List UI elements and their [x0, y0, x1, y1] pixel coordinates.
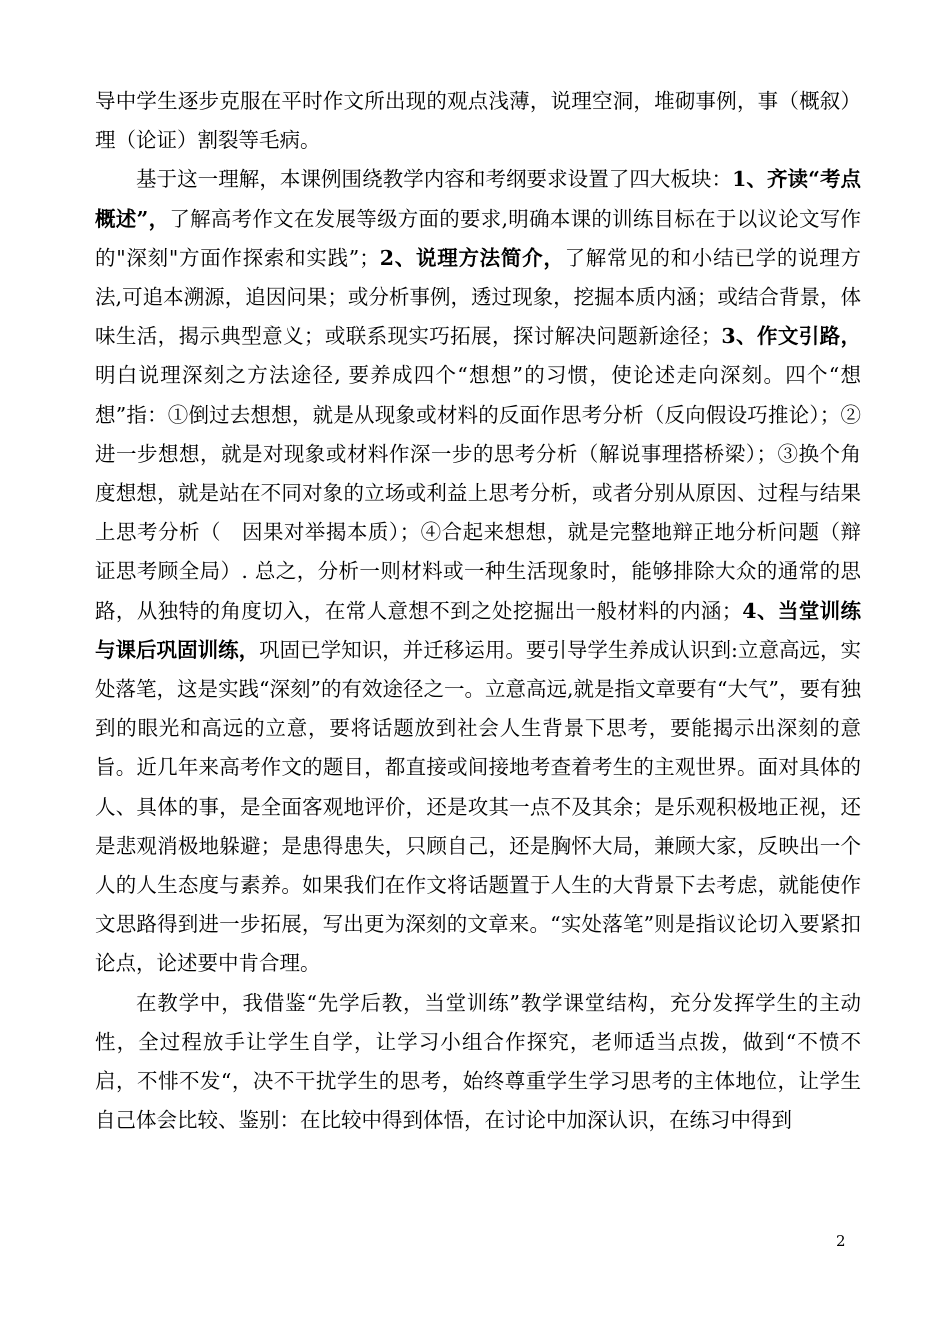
bold-heading-3: 3、作文引路， — [721, 324, 862, 349]
text-run: 基于这一理解，本课例围绕教学内容和考纲要求设置了四大板块： — [136, 167, 733, 192]
text-run: 了解高考作文在发展等级方面的要求,明确本课的训练目标在于以议论文写作的"深刻"方面作探索和实践”； — [95, 206, 861, 270]
paragraph-teaching: 在教学中，我借鉴“先学后教，当堂训练”教学课堂结构，充分发挥学生的主动性，全过程放手让学生自学，让学习小组合作探究，老师适当点拨，做到“不愤不启，不悱不发“，决不干扰学生的思考，始终尊重学生学习思考的主体地位，让学生自己体会比较、鉴别：在比较中得到体悟，在讨论中加深认识，在练习中得到 — [95, 990, 861, 1133]
bold-heading-1: 1、齐读“考点概述”， — [95, 167, 861, 231]
text-run: 巩固已学知识，并迁移运用。要引导学生养成认识到:立意高远，实处落笔，这是实践“深刻”的有效途径之一。立意高远,就是指文章要有“大气”，要有独到的眼光和高远的立意，要将话题放到社会人生背景下思考，要能揭示出深刻的意旨。近几年来高考作文的题目，都直接或间接地考查着考生的主观世界。面对具体的人、具体的事，是全面客观地评价，还是攻其一点不及其余；是乐观积极地正视，还是悲观消极地躲避；是患得患失，只顾自己，还是胸怀大局，兼顾大家，反映出一个人的人生态度与素养。如果我们在作文将话题置于人生的大背景下去考虑，就能使作文思路得到进一步拓展，写出更为深刻的文章来。“实处落笔”则是指议论切入要紧扣论点，论述要中肯合理。 — [95, 637, 862, 976]
document-page — [95, 82, 861, 1140]
bold-heading-2: 2、说理方法简介， — [379, 245, 565, 270]
bold-heading-4: 4、当堂训练与课后巩固训练， — [95, 598, 862, 662]
text-run: 了解常见的和小结已学的说理方法,可追本溯源，追因问果；或分析事例，透过现象，挖掘本质内涵；或结合背景，体味生活，揭示典型意义；或联系现实巧拓展，探讨解决问题新途径； — [95, 245, 862, 349]
paragraph-continuation: 导中学生逐步克服在平时作文所出现的观点浅薄，说理空洞，堆砌事例，事（概叙）理（论证）割裂等毛病。 — [95, 89, 861, 153]
text-run: 明白说理深刻之方法途径, 要养成四个“想想”的习惯，使论述走向深刻。四个“想想”指：①倒过去想想，就是从现象或材料的反面作思考分析（反向假设巧推论）；②进一步想想，就是对现象或材料作深一步的思考分析（解说事理搭桥梁）；③换个角度想想，就是站在不同对象的立场或利益上思考分析，或者分别从原因、过程与结果上思考分析（ 因果对举揭本质）；④合起来想想，就是完整地辩正地分析问题（辩证思考顾全局）. 总之，分析一则材料或一种生活现象时，能够排除大众的通常的思路，从独特的角度切入，在常人意想不到之处挖掘出一般材料的内涵； — [95, 363, 861, 623]
paragraph-four-modules — [95, 160, 861, 983]
page-number: 2 — [836, 1232, 846, 1250]
